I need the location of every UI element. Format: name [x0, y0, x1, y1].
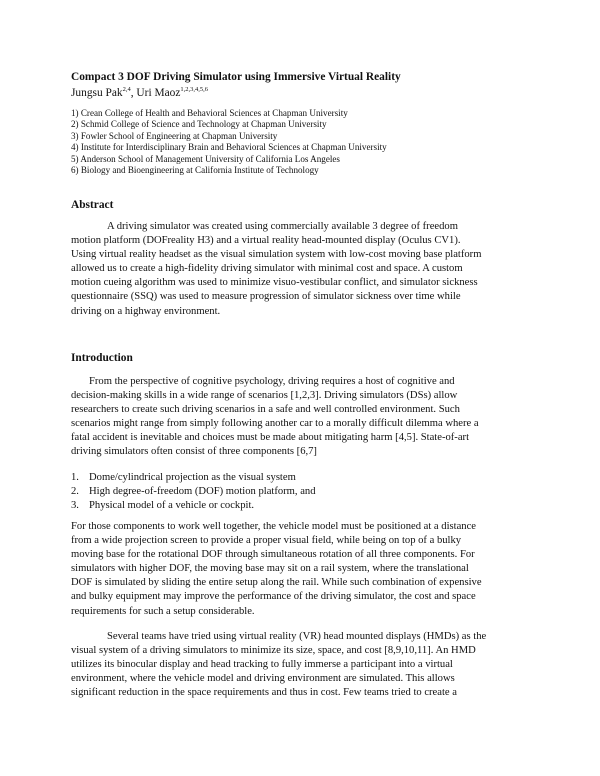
list-item-text: High degree-of-freedom (DOF) motion platform, and: [89, 486, 316, 498]
list-item-number: 1.: [71, 472, 79, 483]
abstract-heading: Abstract: [71, 199, 114, 211]
text-line: simulators with higher DOF, the moving base may sit on a rail system, where the translational: [71, 563, 469, 575]
text-line: Several teams have tried using virtual reality (VR) head mounted displays (HMDs) as the: [107, 631, 487, 642]
affiliation-item: 2) Schmid College of Science and Technology at Chapman University: [71, 119, 327, 130]
abstract-body: [71, 220, 541, 319]
introduction-paragraph-1: [71, 375, 541, 460]
text-line: driving simulators often consist of three components [6,7]: [71, 446, 317, 458]
component-list: [71, 471, 316, 513]
text-line: visual system of a driving simulators to minimize its size, space, and cost [8,9,10,11]. An HMD: [71, 645, 476, 657]
text-line: significant reduction in the space requirements and thus in cost. Few teams tried to create a: [71, 687, 457, 699]
affiliation-item: 3) Fowler School of Engineering at Chapman University: [71, 130, 278, 141]
author-affiliation-marks: 1,2,3,4,5,6: [180, 86, 209, 93]
text-line: scenarios might range from simply following another car to a morally difficult dilemma where a: [71, 418, 479, 430]
list-item-text: Dome/cylindrical projection as the visual system: [89, 472, 296, 483]
text-line: questionnaire (SSQ) was used to measure progression of simulator sickness over time while: [71, 291, 461, 303]
affiliations-list: [71, 108, 387, 176]
text-line: utilizes its binocular display and head tracking to fully immerse a participant into a virtual: [71, 659, 453, 671]
text-line: researchers to create such driving scenarios in a safe and well controlled environment. Such: [71, 404, 460, 416]
author-line: [71, 86, 208, 99]
text-line: For those components to work well together, the vehicle model must be positioned at a distance: [71, 521, 476, 532]
text-line: DOF is simulated by sliding the entire setup along the rail. While such combination of expensive: [71, 577, 482, 589]
introduction-paragraph-3: [71, 630, 541, 700]
text-line: A driving simulator was created using commercially available 3 degree of freedom: [107, 221, 458, 232]
text-line: motion platform (DOFreality H3) and a virtual reality head-mounted display (Oculus CV1).: [71, 235, 461, 247]
affiliation-item: 4) Institute for Interdisciplinary Brain and Behavioral Sciences at Chapman University: [71, 142, 387, 153]
list-item: [71, 485, 316, 499]
affiliation-item: 5) Anderson School of Management University of California Los Angeles: [71, 153, 340, 164]
list-item-number: 2.: [71, 486, 79, 498]
text-line: fatal accident is inevitable and choices must be made about mitigating harm [4,5]. State-of-art: [71, 432, 470, 444]
affiliation-item: 1) Crean College of Health and Behavioral Sciences at Chapman University: [71, 108, 348, 118]
list-item-text: Physical model of a vehicle or cockpit.: [89, 500, 255, 512]
text-line: driving on a highway environment.: [71, 305, 221, 317]
list-item-number: 3.: [71, 500, 79, 512]
paper-title: Compact 3 DOF Driving Simulator using Immersive Virtual Reality: [71, 71, 401, 83]
list-item: [71, 471, 316, 485]
text-line: allowed us to create a high-fidelity driving simulator with minimal cost and space. A custom: [71, 263, 463, 275]
author-separator: ,: [130, 87, 137, 99]
text-line: moving base for the rotational DOF through simultaneous rotation of all three components. For: [71, 549, 475, 561]
introduction-heading: Introduction: [71, 352, 133, 364]
text-line: From the perspective of cognitive psychology, driving requires a host of cognitive and: [89, 376, 455, 387]
text-line: decision-making skills in a wide range of scenarios [1,2,3]. Driving simulators (DSs) allow: [71, 390, 458, 402]
text-line: Using virtual reality headset as the visual simulation system with low-cost moving base platform: [71, 249, 482, 261]
text-line: and bulky equipment may improve the performance of the driving simulator, the cost and space: [71, 591, 476, 603]
text-line: requirements for such a setup considerable.: [71, 605, 255, 617]
introduction-paragraph-2: [71, 520, 541, 619]
author-affiliation-marks: 2,4: [122, 86, 131, 93]
text-line: environment, where the vehicle model and driving environment are simulated. This allows: [71, 673, 455, 685]
text-line: from a wide projection screen to provide a proper visual field, while being on top of a bulky: [71, 535, 462, 547]
author-name: Uri Maoz: [136, 87, 181, 99]
affiliation-item: 6) Biology and Bioengineering at California Institute of Technology: [71, 164, 319, 175]
list-item: [71, 499, 316, 513]
author-name: Jungsu Pak: [71, 87, 123, 99]
text-line: motion cueing algorithm was used to minimize visuo-vestibular conflict, and simulator sickness: [71, 277, 478, 289]
